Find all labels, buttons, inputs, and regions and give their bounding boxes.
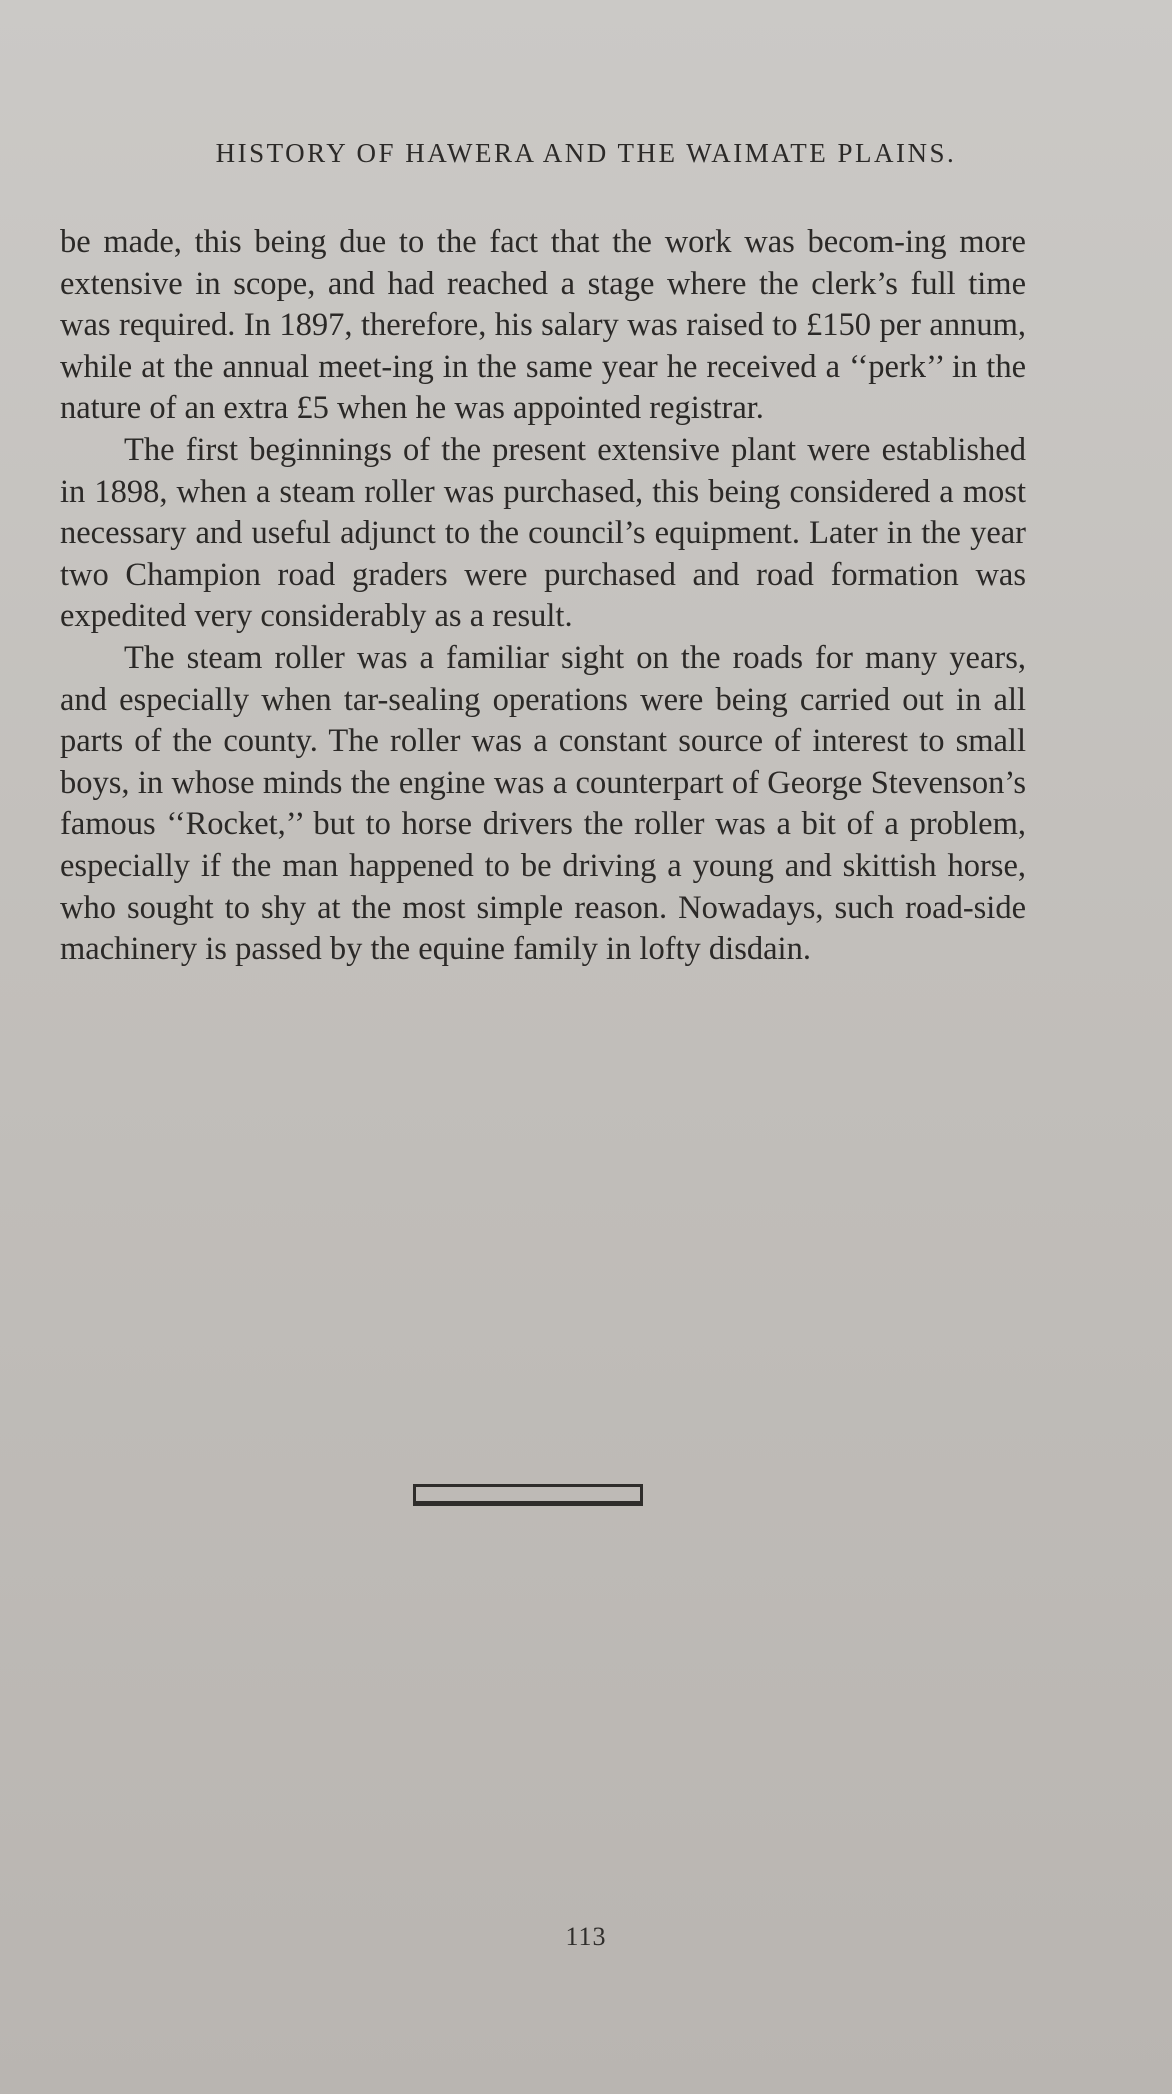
page-number: 113 [565,1922,607,1951]
paragraph-plant: The first beginnings of the present extensive plant were established in 1898, when a steam roller was purchased, this being considered a most necessary and useful adjunct to the council’s equipment. Later in the year two Champion road graders were purchased and road formation was expedited very considerably as a result. [60,431,1026,635]
section-end-rule-ornament [413,1484,643,1506]
body-text [60,222,1026,971]
running-head: HISTORY OF HAWERA AND THE WAIMATE PLAINS. [215,138,957,168]
paragraph-steam-roller: The steam roller was a familiar sight on the roads for many years, and especially when tar-sealing operations were being carried out in all parts of the county. The roller was a constant source of interest to small boys, in whose minds the engine was a counterpart of George Stevenson’s famous ‘‘Rocket,’’ but to horse drivers the roller was a bit of a problem, especially if the man happened to be driving a young and skittish horse, who sought to shy at the most simple reason. Nowadays, such road-side machinery is passed by the equine family in lofty disdain. [60,639,1026,968]
paragraph-continued: be made, this being due to the fact that the work was becom-ing more extensive in scope, and had reached a stage where the clerk’s full time was required. In 1897, therefore, his salary was raised to £150 per annum, while at the annual meet-ing in the same year he received a ‘‘perk’’ in the nature of an extra £5 when he was appointed registrar. [60,224,1026,427]
